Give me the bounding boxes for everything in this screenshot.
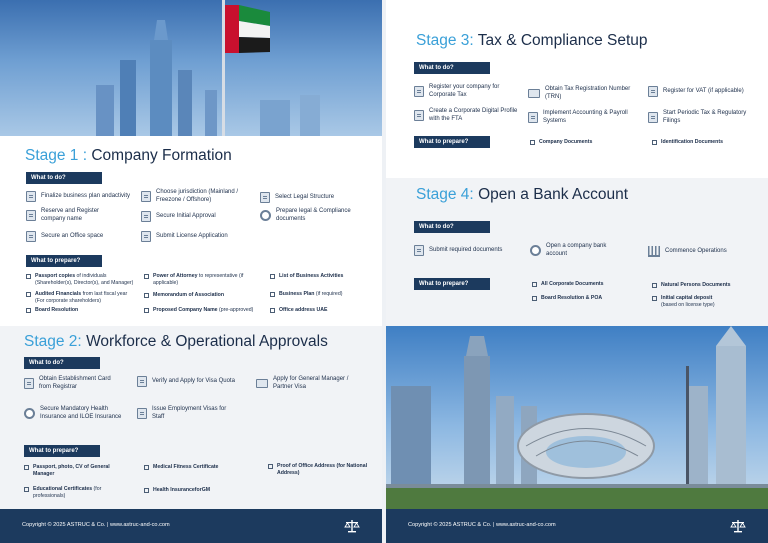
stage-2-todo-item: Apply for General Manager / Partner Visa [256, 376, 366, 391]
left-footer [0, 509, 382, 543]
stage-2-prep-item: Passport, photo, CV of General Manager [24, 464, 124, 478]
stage-3-todo-item: Implement Accounting & Payroll Systems [528, 110, 633, 125]
document-icon [137, 376, 147, 387]
stage-1-todo-item: Secure an Office space [26, 231, 136, 242]
stage-4-todo-item: Commence Operations [648, 246, 748, 257]
stage-3-prep-item: Company Documents [530, 139, 630, 146]
document-icon [26, 210, 36, 221]
right-page [386, 0, 768, 543]
document-icon [528, 112, 538, 123]
stage-4-title: Stage 4: Open a Bank Account [416, 186, 628, 203]
checkbox-icon [144, 488, 149, 493]
right-footer [386, 509, 768, 543]
stage-3-todo-item: Start Periodic Tax & Regulatory Filings [648, 110, 748, 125]
stage-4-todo-label: What to do? [414, 221, 490, 233]
stage-2-todo-item: Verify and Apply for Visa Quota [137, 376, 237, 387]
checkbox-icon [26, 292, 31, 297]
stage-1-prep-label: What to prepare? [26, 255, 102, 267]
gear-icon [260, 210, 271, 221]
checkbox-icon [26, 274, 31, 279]
document-icon [141, 211, 151, 222]
stage-4-todo-item: Open a company bank account [530, 243, 620, 258]
scales-logo-icon [730, 518, 746, 534]
checkbox-icon [270, 274, 275, 279]
stage-1-prep-item: Power of Attorney to representative (if applicable) [144, 273, 256, 287]
checkbox-icon [144, 274, 149, 279]
stage-2-prep-label: What to prepare? [24, 445, 100, 457]
stage-1-prep-item: Audited Financials from last fiscal year (For corporate shareholders) [26, 291, 138, 305]
stage-2-todo-item: Secure Mandatory Health Insurance and ILOE Insurance [24, 406, 124, 421]
stage-1-title: Stage 1 : Company Formation [25, 147, 232, 164]
checkbox-icon [652, 296, 657, 301]
gear-icon [24, 408, 35, 419]
stage-2-prep-item: Educational Certificates (for professionals) [24, 486, 124, 500]
stage-1-prep-item: List of Business Activities [270, 273, 370, 280]
stage-2-todo-label: What to do? [24, 357, 100, 369]
stage-1-prep-item: Board Resolution [26, 307, 138, 314]
document-icon [26, 231, 36, 242]
document-icon [414, 245, 424, 256]
document-icon [141, 191, 151, 202]
document-icon [260, 192, 270, 203]
checkbox-icon [532, 282, 537, 287]
stage-3-todo-item: Register your company for Corporate Tax [414, 84, 514, 99]
checkbox-icon [270, 308, 275, 313]
stage-4-prep-label: What to prepare? [414, 278, 490, 290]
stage-3-todo-item: Register for VAT (if applicable) [648, 86, 748, 97]
copyright-text: Copyright © 2025 ASTRUC & Co. | www.astruc-and-co.com [22, 522, 170, 528]
museum-of-future-photo [386, 326, 768, 509]
gear-icon [530, 245, 541, 256]
copyright-text: Copyright © 2025 ASTRUC & Co. | www.astruc-and-co.com [408, 522, 556, 528]
stage-2-title: Stage 2: Workforce & Operational Approvals [24, 333, 328, 350]
checkbox-icon [24, 465, 29, 470]
stage-4-prep-item: Board Resolution & POA [532, 295, 632, 302]
stage-1-todo-item: Select Legal Structure [260, 192, 370, 203]
checkbox-icon [26, 308, 31, 313]
stage-2-todo-item: Obtain Establishment Card from Registrar [24, 376, 124, 391]
checkbox-icon [652, 140, 657, 145]
stage-4-prep-item: All Corporate Documents [532, 281, 632, 288]
document-icon [648, 86, 658, 97]
stage-1-prep-item: Office address UAE [270, 307, 370, 314]
stage-4-prep-item: Initial capital deposit (based on license type) [652, 295, 752, 309]
dubai-city-illustration [386, 326, 768, 509]
bank-icon [648, 246, 660, 257]
stage-4-todo-item: Submit required documents [414, 245, 504, 256]
checkbox-icon [532, 296, 537, 301]
stage-4-prep-item: Natural Persons Documents [652, 282, 752, 289]
stage-2-todo-item: Issue Employment Visas for Staff [137, 406, 237, 421]
skyline-flag-illustration [0, 0, 382, 136]
stage-1-section [0, 136, 382, 326]
stage-3-prep-item: Identification Documents [652, 139, 752, 146]
checkbox-icon [24, 487, 29, 492]
stage-2-prep-item: Proof of Office Address (for National Address) [268, 463, 368, 477]
stage-1-todo-item: Reserve and Register company name [26, 208, 116, 223]
stage-1-todo-item: Secure Initial Approval [141, 211, 253, 222]
city-skyline-photo [0, 0, 382, 136]
stage-1-todo-item: Submit License Application [141, 231, 253, 242]
checkbox-icon [144, 465, 149, 470]
left-page [0, 0, 382, 543]
stage-1-prep-item: Memorandum of Association [144, 292, 256, 299]
stage-3-section [386, 0, 768, 178]
stage-3-prep-label: What to prepare? [414, 136, 490, 148]
checkbox-icon [144, 308, 149, 313]
stage-1-prep-item: Proposed Company Name (pre-approved) [144, 307, 268, 314]
stage-2-prep-item: Health InsuranceforGM [144, 487, 254, 494]
stage-1-prep-item: Passport copies of individuals (Shareholder(s), Director(s), and Manager) [26, 273, 134, 287]
stage-1-todo-label: What to do? [26, 172, 102, 184]
stage-4-section [386, 178, 768, 326]
scales-logo-icon [344, 518, 360, 534]
checkbox-icon [530, 140, 535, 145]
document-icon [24, 378, 34, 389]
document-icon [26, 191, 36, 202]
document-icon [414, 110, 424, 121]
document-icon [137, 408, 147, 419]
stage-3-todo-item: Obtain Tax Registration Number (TRN) [528, 86, 633, 101]
stage-3-title: Stage 3: Tax & Compliance Setup [416, 32, 648, 49]
checkbox-icon [270, 292, 275, 297]
document-icon [414, 86, 424, 97]
document-icon [141, 231, 151, 242]
stage-2-prep-item: Medical Fitness Certificate [144, 464, 254, 471]
checkbox-icon [652, 283, 657, 288]
checkbox-icon [144, 293, 149, 298]
stage-2-section [0, 326, 382, 509]
id-card-icon [528, 89, 540, 98]
stage-3-todo-label: What to do? [414, 62, 490, 74]
id-card-icon [256, 379, 268, 388]
checkbox-icon [268, 464, 273, 469]
stage-1-prep-item: Business Plan (if required) [270, 291, 370, 298]
stage-1-todo-item: Finalize business plan andactivity [26, 191, 138, 202]
document-icon [648, 112, 658, 123]
stage-3-todo-item: Create a Corporate Digital Profile with the FTA [414, 108, 524, 123]
stage-1-todo-item: Choose jurisdiction (Mainland / Freezone / Offshore) [141, 189, 253, 204]
stage-1-todo-item: Prepare legal & Compliance documents [260, 208, 360, 223]
